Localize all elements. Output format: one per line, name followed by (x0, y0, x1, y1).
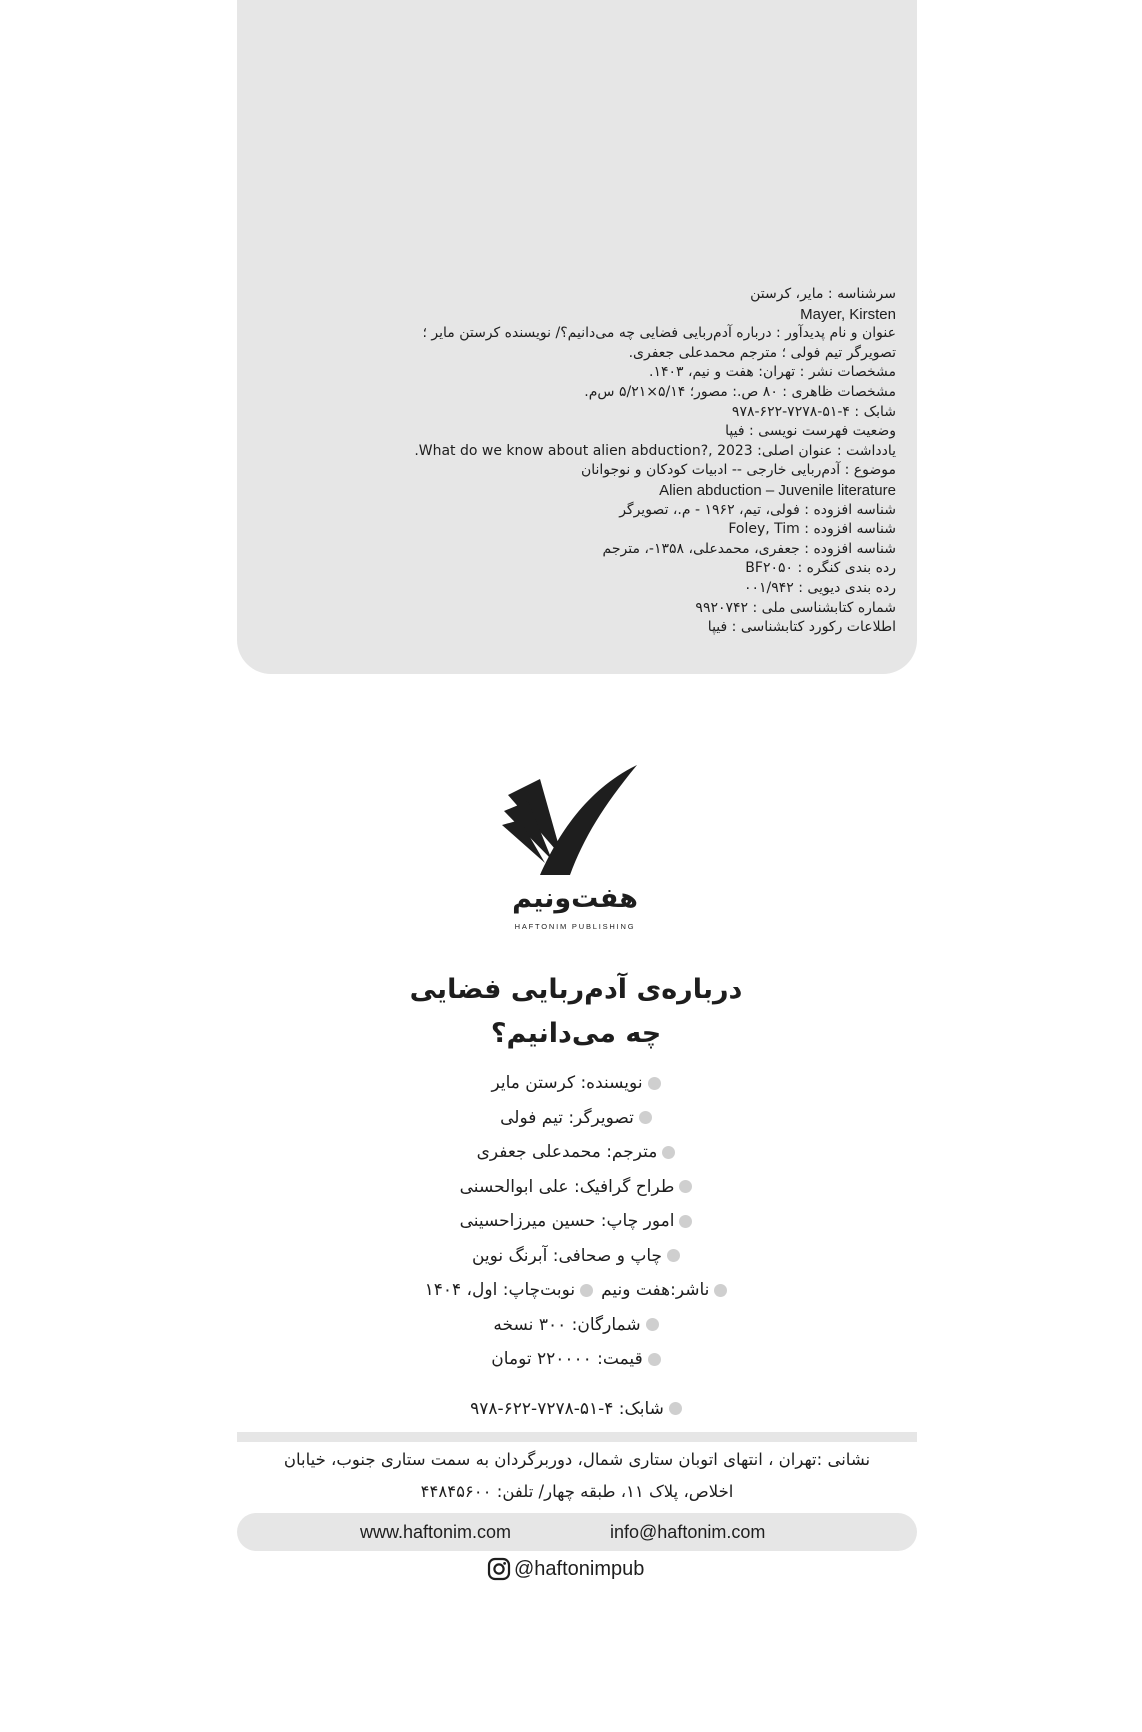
cip-line-added-illustrator-latin: شناسه افزوده : Foley, Tim (728, 521, 896, 538)
email-link[interactable]: info@haftonim.com (610, 1522, 766, 1542)
cip-line-lcc: رده بندی کنگره : BF۲۰۵۰ (745, 560, 896, 577)
credit-edition: نوبت‌چاپ: اول، ۱۴۰۴ (425, 1280, 593, 1300)
divider-bar (237, 1432, 917, 1442)
bullet-icon (679, 1180, 692, 1193)
cip-line-physical: مشخصات ظاهری : ۸۰ ص.: مصور؛ ۵/۱۴×۵/۲۱ س‌م. (584, 383, 896, 400)
cip-line-subject-latin: Alien abduction – Juvenile literature (659, 481, 896, 499)
website-link[interactable]: www.haftonim.com (360, 1522, 512, 1542)
bullet-icon (669, 1402, 682, 1415)
cip-line-national-number: شماره کتابشناسی ملی : ۹۹۲۰۷۴۲ (695, 599, 896, 616)
credit-publisher: ناشر:هفت ونیم (601, 1280, 727, 1300)
credit-print-affairs: امور چاپ: حسین میرزاحسینی (300, 1204, 852, 1239)
bullet-icon (679, 1215, 692, 1228)
logo-subtitle: HAFTONIM PUBLISHING (514, 922, 636, 931)
cip-line-ddc: رده بندی دیویی : ۰۰۱/۹۴۲ (743, 579, 896, 596)
cip-line-title-cont: تصویرگر تیم فولی ؛ مترجم محمدعلی جعفری. (628, 344, 896, 361)
bullet-icon (639, 1111, 652, 1124)
credit-isbn: شابک: ۴-۵۱-۷۲۷۸-۶۲۲-۹۷۸ (300, 1392, 852, 1427)
logo-wordmark: هفت‌ونیم (512, 883, 638, 914)
bullet-icon (648, 1077, 661, 1090)
cip-line-note: یادداشت : عنوان اصلی: What do we know about alien abduction?, 2023. (414, 442, 896, 459)
bullet-icon (662, 1146, 675, 1159)
credit-publisher-edition (300, 1273, 852, 1308)
cip-line-main-entry-latin: Mayer, Kirsten (800, 305, 896, 323)
book-title (300, 968, 852, 1056)
address-line-2: اخلاص، پلاک ۱۱، طبقه چهار/ تلفن: ۴۴۸۴۵۶۰۰ (420, 1482, 734, 1501)
instagram-icon (487, 1557, 511, 1581)
logo-mark-icon (500, 765, 650, 885)
contact-bar (237, 1513, 917, 1551)
cip-line-record-info: اطلاعات رکورد کتابشناسی : فیپا (707, 619, 896, 636)
bullet-icon (646, 1318, 659, 1331)
cip-line-added-illustrator: شناسه افزوده : فولی، تیم، ۱۹۶۲ - م.، تصویرگر (619, 501, 896, 518)
credit-print-run: شمارگان: ۳۰۰ نسخه (300, 1308, 852, 1343)
instagram-handle[interactable] (487, 1555, 644, 1583)
cip-line-status: وضعیت فهرست نویسی : فیپا (725, 423, 896, 440)
cip-record (390, 285, 896, 638)
credit-price: قیمت: ۲۲۰۰۰۰ تومان (300, 1342, 852, 1377)
credit-printing: چاپ و صحافی: آبرنگ نوین (300, 1239, 852, 1274)
bullet-icon (648, 1353, 661, 1366)
credit-illustrator: تصویرگر: تیم فولی (300, 1101, 852, 1136)
cip-line-added-translator: شناسه افزوده : جعفری، محمدعلی، ۱۳۵۸-، مترجم (602, 540, 896, 557)
instagram-handle-text: @haftonimpub (514, 1557, 645, 1580)
credit-translator: مترجم: محمدعلی جعفری (300, 1135, 852, 1170)
bullet-icon (667, 1249, 680, 1262)
bullet-icon (580, 1284, 593, 1297)
address-line-1: نشانی :تهران ، انتهای اتوبان ستاری شمال، دوربرگردان به سمت ستاری جنوب، خیابان (283, 1450, 871, 1469)
credit-author: نویسنده: کرستن مایر (300, 1066, 852, 1101)
publisher-logo (500, 765, 650, 945)
credits-list (300, 1066, 852, 1426)
cip-line-isbn: شابک : ۴-۵۱-۷۲۷۸-۶۲۲-۹۷۸ (731, 403, 896, 420)
credit-graphic-designer: طراح گرافیک: علی ابوالحسنی (300, 1170, 852, 1205)
cip-line-title: عنوان و نام پدیدآور : درباره آدم‌ربایی فضایی چه می‌دانیم؟/ نویسنده کرستن مایر ؛ (422, 325, 896, 342)
book-title-line-2: چه می‌دانیم؟ (490, 1018, 662, 1049)
book-title-line-1: درباره‌ی آدم‌ربایی فضایی (409, 974, 743, 1005)
cip-line-publication: مشخصات نشر : تهران: هفت و نیم، ۱۴۰۳. (648, 364, 896, 381)
bullet-icon (714, 1284, 727, 1297)
cip-line-main-entry: سرشناسه : مایر، کرستن (750, 286, 896, 302)
publisher-address (237, 1444, 917, 1508)
cip-line-subject: موضوع : آدم‌ربایی خارجی -- ادبیات کودکان و نوجوانان (580, 462, 896, 479)
